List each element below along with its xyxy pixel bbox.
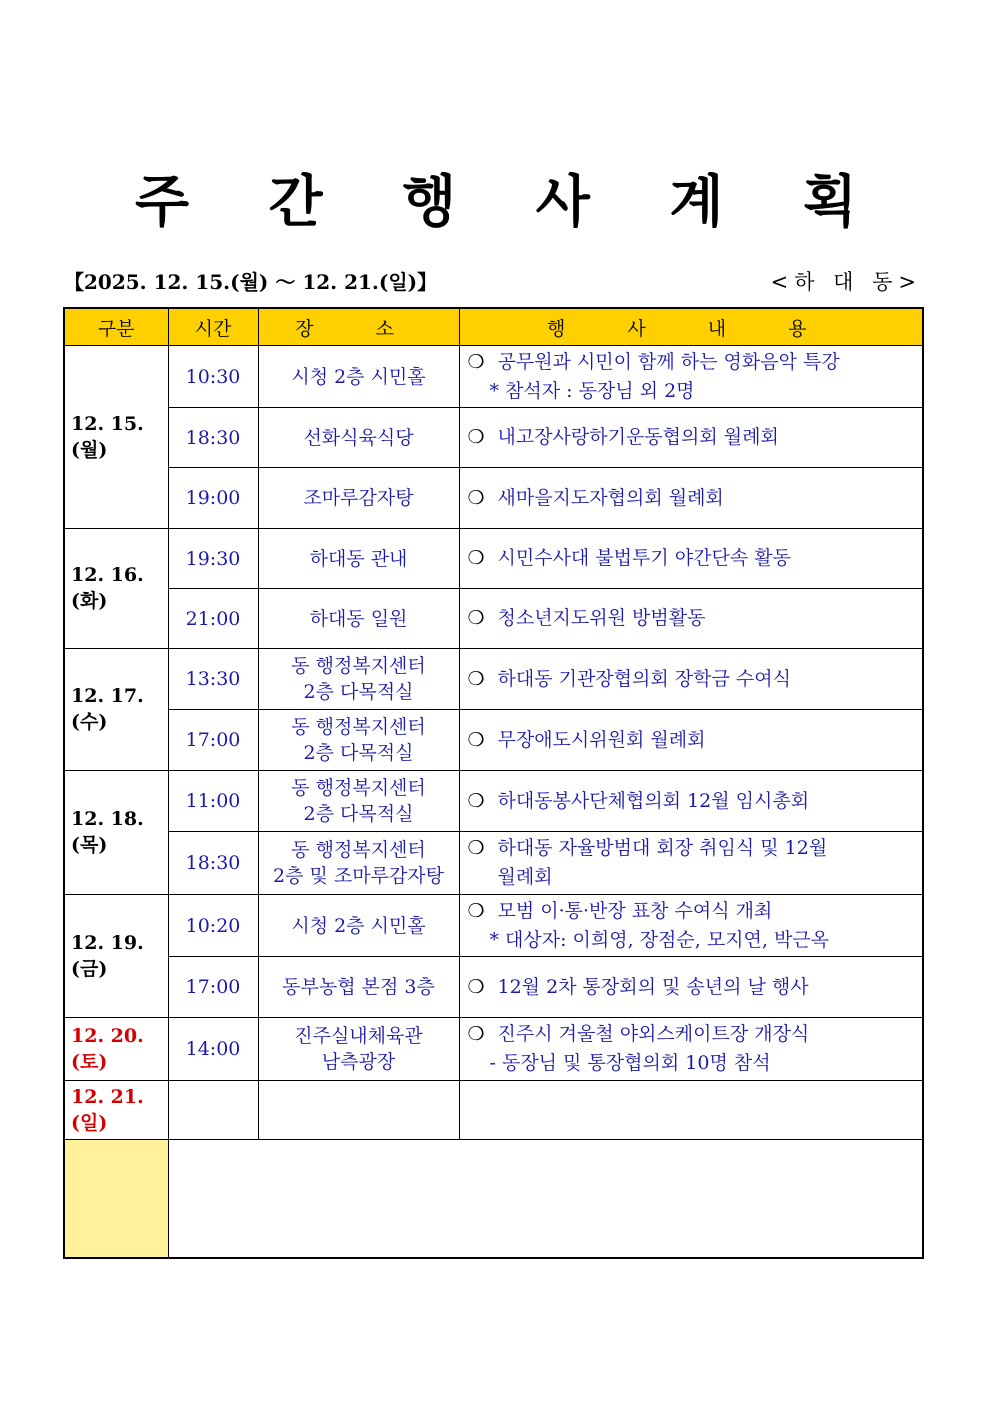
col-header-category: 구분 (64, 308, 168, 346)
content-text: 내고장사랑하기운동협의회 월례회 (497, 426, 779, 448)
event-time: 18:30 (168, 408, 258, 468)
content-line (468, 544, 923, 573)
event-content (459, 957, 923, 1018)
header-row (64, 308, 923, 346)
circle-bullet-icon: ❍ (467, 486, 485, 509)
place-line: 동 행정복지센터 (291, 655, 426, 677)
content-text: 하대동봉사단체협의회 12월 임시총회 (497, 789, 810, 812)
schedule-row (64, 529, 923, 589)
event-time: 14:00 (168, 1018, 258, 1081)
circle-bullet-icon: ❍ (467, 547, 485, 569)
circle-bullet-icon: ❍ (467, 667, 485, 690)
event-place (258, 1081, 459, 1140)
circle-bullet-icon: ❍ (467, 1023, 485, 1045)
schedule-row (64, 895, 923, 957)
place-line: 선화식육식당 (303, 426, 414, 449)
day-date: 12. 16.(화) (64, 529, 168, 649)
content-line (468, 348, 923, 377)
content-text: 공무원과 시민이 함께 하는 영화음악 특강 (497, 350, 840, 373)
content-line (468, 1020, 923, 1049)
event-place (258, 895, 459, 957)
event-content (459, 589, 923, 649)
schedule-row (64, 832, 923, 895)
schedule-row (64, 589, 923, 649)
event-time: 19:00 (168, 468, 258, 529)
place-line: 시청 2층 시민홀 (291, 365, 426, 388)
event-place (258, 468, 459, 529)
event-place (258, 589, 459, 649)
place-line: 하대동 관내 (309, 547, 408, 570)
schedule-row (64, 649, 923, 710)
circle-bullet-icon: ❍ (467, 975, 485, 998)
content-text: 하대동 자율방범대 회장 취임식 및 12월 (497, 837, 828, 859)
content-line (468, 973, 923, 1002)
place-line: 동부농협 본점 3층 (282, 976, 435, 998)
event-place (258, 529, 459, 589)
dong-name: <하 대 동> (770, 270, 922, 294)
place-line: 2층 다목적실 (303, 803, 414, 825)
event-time (168, 1081, 258, 1140)
event-content (459, 1081, 923, 1140)
event-content (459, 832, 923, 895)
circle-bullet-icon: ❍ (467, 837, 485, 859)
event-place (258, 710, 459, 771)
content-note: * 대상자: 이희영, 장점순, 모지연, 박근옥 (489, 928, 830, 951)
content-line (468, 834, 923, 863)
event-content (459, 529, 923, 589)
schedule-row (64, 957, 923, 1018)
event-time: 13:30 (168, 649, 258, 710)
day-date: 12. 21.(일) (64, 1081, 168, 1140)
event-time: 17:00 (168, 710, 258, 771)
day-date: 12. 17.(수) (64, 649, 168, 771)
schedule-table (63, 307, 924, 1259)
content-line (468, 787, 923, 816)
event-place (258, 649, 459, 710)
event-time: 11:00 (168, 771, 258, 832)
content-text: 진주시 겨울철 야외스케이트장 개장식 (497, 1023, 810, 1045)
content-note: * 참석자 : 동장님 외 2명 (489, 379, 695, 402)
content-line (468, 665, 923, 694)
content-line (468, 604, 923, 633)
place-line: 동 행정복지센터 (291, 716, 426, 738)
day-date: 12. 18.(목) (64, 771, 168, 895)
col-header-time: 시간 (168, 308, 258, 346)
event-content (459, 1018, 923, 1081)
event-content (459, 710, 923, 771)
col-header-content: 행 사 내 용 (459, 308, 923, 346)
content-line (468, 726, 923, 755)
event-time: 10:20 (168, 895, 258, 957)
schedule-row (64, 346, 923, 408)
place-line: 2층 다목적실 (303, 742, 414, 764)
event-time: 18:30 (168, 832, 258, 895)
content-text: 12월 2차 통장회의 및 송년의 날 행사 (497, 975, 809, 998)
place-line: 시청 2층 시민홀 (291, 914, 426, 937)
day-date: 12. 15.(월) (64, 346, 168, 529)
schedule-row (64, 1018, 923, 1081)
event-time: 10:30 (168, 346, 258, 408)
content-line (468, 897, 923, 926)
page-title: 주 간 행 사 계 획 (134, 170, 888, 235)
event-content (459, 895, 923, 957)
event-place (258, 832, 459, 895)
event-content (459, 649, 923, 710)
content-note: - 동장님 및 통장협의회 10명 참석 (489, 1052, 771, 1074)
col-header-place: 장 소 (258, 308, 459, 346)
circle-bullet-icon: ❍ (467, 899, 485, 922)
period-range: 【2025. 12. 15.(월) ～ 12. 21.(일)】 (64, 270, 438, 294)
event-time: 21:00 (168, 589, 258, 649)
content-text: 시민수사대 불법투기 야간단속 활동 (497, 547, 791, 569)
content-line (468, 423, 923, 452)
circle-bullet-icon: ❍ (467, 789, 485, 812)
event-place (258, 346, 459, 408)
content-text: 모범 이·통·반장 표창 수여식 개최 (497, 899, 773, 922)
event-place (258, 771, 459, 832)
event-time: 17:00 (168, 957, 258, 1018)
event-content (459, 408, 923, 468)
circle-bullet-icon: ❍ (467, 728, 485, 751)
event-place (258, 1018, 459, 1081)
schedule-row (64, 1081, 923, 1140)
schedule-row (64, 771, 923, 832)
event-content (459, 346, 923, 408)
content-text: 하대동 기관장협의회 장학금 수여식 (497, 667, 791, 690)
place-line: 조마루감자탕 (303, 487, 414, 509)
place-line: 동 행정복지센터 (291, 777, 426, 799)
event-content (459, 771, 923, 832)
content-text: 청소년지도위원 방범활동 (497, 607, 706, 629)
place-line: 2층 다목적실 (303, 681, 414, 703)
event-place (258, 957, 459, 1018)
note-content-cell (168, 1140, 923, 1259)
content-line (468, 484, 923, 513)
schedule-row (64, 710, 923, 771)
place-line: 진주실내체육관 (294, 1025, 423, 1047)
place-line: 2층 및 조마루감자탕 (273, 865, 444, 887)
content-line (468, 863, 923, 892)
schedule-body (64, 346, 923, 1259)
note-row (64, 1140, 923, 1259)
content-text: 새마을지도자협의회 월례회 (497, 486, 724, 509)
content-text: 월례회 (497, 866, 553, 888)
content-text: 무장애도시위원회 월례회 (497, 728, 706, 751)
place-line: 동 행정복지센터 (291, 839, 426, 861)
schedule-row (64, 468, 923, 529)
schedule-row (64, 408, 923, 468)
event-place (258, 408, 459, 468)
place-line: 하대동 일원 (309, 607, 408, 630)
circle-bullet-icon: ❍ (467, 607, 485, 629)
event-content (459, 468, 923, 529)
event-time: 19:30 (168, 529, 258, 589)
note-label-cell (64, 1140, 168, 1259)
circle-bullet-icon: ❍ (467, 426, 485, 448)
circle-bullet-icon: ❍ (467, 350, 485, 373)
day-date: 12. 20.(토) (64, 1018, 168, 1081)
day-date: 12. 19.(금) (64, 895, 168, 1018)
place-line: 남측광장 (321, 1051, 396, 1073)
